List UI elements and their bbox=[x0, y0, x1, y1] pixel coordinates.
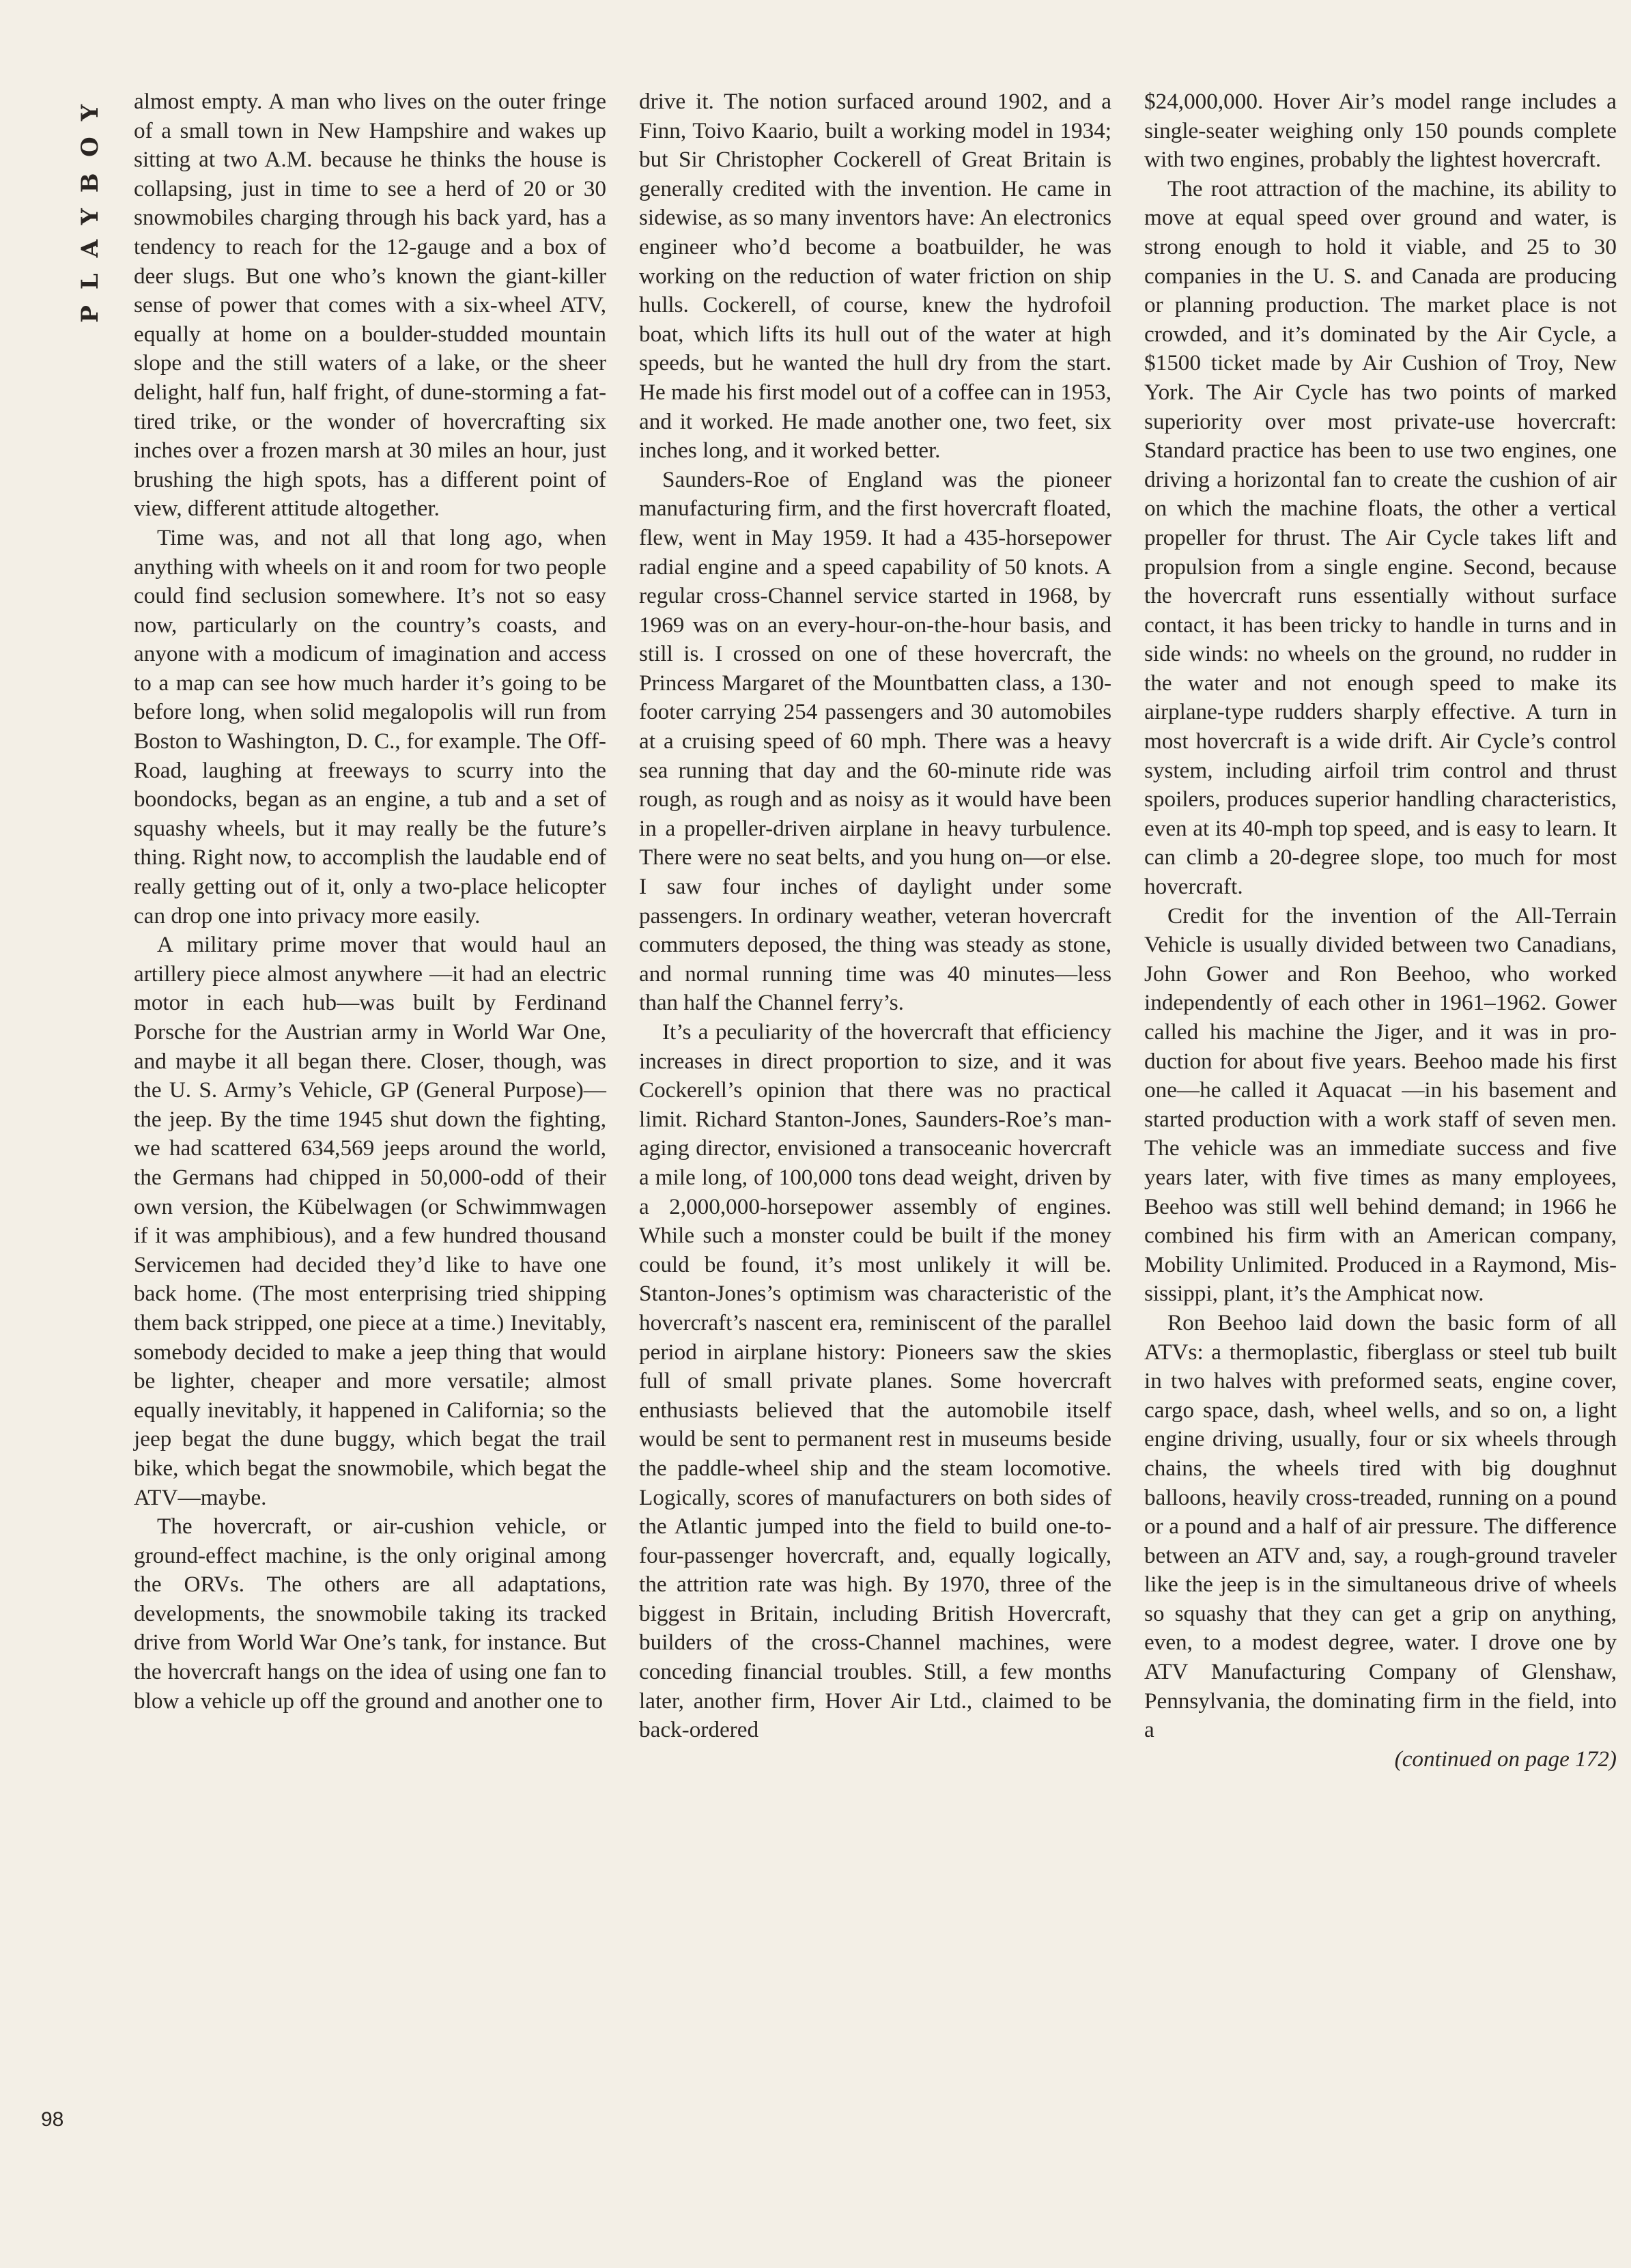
paragraph: Saunders-Roe of England was the pioneer manufacturing firm, and the first hovercraft floated, flew, went in May 1959. It had a 435-horsepower radial engine and a speed capability of 50 knots. A regular cross-Channel service started in 1968, by 1969 was on an every-hour-on-the-hour basis, and still is. I crossed on one of these hovercraft, the Princess Margaret of the Mountbatten class, a 130-footer carrying 254 passengers and 30 automobiles at a cruising speed of 60 mph. There was a heavy sea running that day and the 60-minute ride was rough, as rough and as noisy as it would have been in a propeller-driven airplane in heavy turbulence. There were no seat belts, and you hung on—or else. I saw four inches of daylight under some passengers. In ordinary weather, veteran hovercraft commuters deposed, the thing was steady as stone, and normal running time was 40 minutes—less than half the Channel ferry’s. bbox=[639, 466, 1111, 1016]
paragraph: Time was, and not all that long ago, when anything with wheels on it and room for two people could find seclusion somewhere. It’s not so easy now, particularly on the country’s coasts, and anyone with a modicum of imagination and access to a map can see how much harder it’s going to be before long, when solid megalopolis will run from Boston to Washington, D. C., for example. The Off-Road, laughing at freeways to scurry into the boondocks, began as an engine, a tub and a set of squashy wheels, but it may really be the future’s thing. Right now, to accomplish the laudable end of really getting out of it, only a two-place helicopter can drop one into privacy more easily. bbox=[134, 524, 606, 929]
paragraph: almost empty. A man who lives on the outer fringe of a small town in New Hampshire and wakes up sitting at two A.M. because he thinks the house is collapsing, just in time to see a herd of 20 or 30 snowmobiles charging through his back yard, has a tendency to reach for the 12-gauge and a box of deer slugs. But one who’s known the giant-killer sense of power that comes with a six-wheel ATV, equally at home on a boulder-studded mountain slope and the still waters of a lake, or the sheer delight, half fun, half fright, of dune-storming a fat-tired trike, or the wonder of hovercrafting six inches over a frozen marsh at 30 miles an hour, just brushing the high spots, has a different point of view, different attitude altogether. bbox=[134, 89, 606, 522]
paragraph: $24,000,000. Hover Air’s model range includes a single-seater weighing only 150 pounds complete with two engines, probably the lightest hovercraft. bbox=[1144, 89, 1617, 173]
text-column-1 bbox=[134, 87, 606, 1716]
text-column-3 bbox=[1144, 87, 1617, 1774]
paragraph: A military prime mover that would haul an artillery piece almost anywhere —it had an electric motor in each hub—was built by Ferdinand Porsche for the Austrian army in World War One, and maybe it all began there. Closer, though, was the U. S. Army’s Vehicle, GP (General Purpose)—the jeep. By the time 1945 shut down the fighting, we had scattered 634,569 jeeps around the world, the Germans had chipped in 50,000-odd of their own version, the Kübelwagen (or Schwimmwagen if it was amphibious), and a few hundred thousand Servicemen had decided they’d like to have one back home. (The most enterprising tried shipping them back stripped, one piece at a time.) Inevitably, somebody decided to make a jeep thing that would be lighter, cheaper and more versatile; almost equally inevitably, it happened in California; so the jeep begat the dune buggy, which begat the trail bike, which begat the snowmobile, which begat the ATV—maybe. bbox=[134, 932, 606, 1510]
paragraph: The root attraction of the machine, its ability to move at equal speed over ground and water, is strong enough to hold it viable, and 25 to 30 companies in the U. S. and Canada are producing or planning production. The market place is not crowded, and it’s dominated by the Air Cycle, a $1500 ticket made by Air Cushion of Troy, New York. The Air Cycle has two points of marked superiority over most private-use hovercraft: Standard practice has been to use two engines, one driving a horizontal fan to create the cushion of air on which the machine floats, the other a vertical propeller for thrust. The Air Cycle takes lift and propulsion from a single engine. Second, because the hovercraft runs essentially without surface contact, it has been tricky to handle in turns and in side winds: no wheels on the ground, no rudder in the water and not enough speed to make its airplane-type rudders sharply effective. A turn in most hovercraft is a wide drift. Air Cycle’s control system, including airfoil trim control and thrust spoilers, produces superior handling characteristics, even at its 40-mph top speed, and is easy to learn. It can climb a 20-degree slope, too much for most hovercraft. bbox=[1144, 175, 1617, 900]
text-column-2 bbox=[639, 87, 1111, 1745]
paragraph: drive it. The notion surfaced around 1902, and a Finn, Toivo Kaario, built a working model in 1934; but Sir Christopher Cockerell of Great Britain is generally credited with the invention. He came in sidewise, as so many inventors have: An electronics engineer who’d become a boatbuilder, he was working on the reduction of water friction on ship hulls. Cockerell, of course, knew the hydrofoil boat, which lifts its hull out of the water at high speeds, but he wanted the hull dry from the start. He made his first model out of a coffee can in 1953, and it worked. He made another one, two feet, six inches long, and it worked better. bbox=[639, 89, 1111, 464]
continuation-note: (continued on page 172) bbox=[1394, 1746, 1617, 1772]
magazine-masthead: PLAYBOY bbox=[76, 89, 104, 323]
paragraph: Credit for the invention of the All-Terrain Vehicle is usually divided between two Canadians, John Gower and Ron Beehoo, who worked independently of each other in 1961–1962. Gower called his machine the Jiger, and it was in production for about five years. Beehoo made his first one—he called it Aquacat —in his basement and started production with a work staff of seven men. The vehicle was an immediate success and five years later, with five times as many employees, Beehoo was still well behind demand; in 1966 he combined his firm with an American company, Mobility Unlimited. Produced in a Raymond, Mississippi, plant, it’s the Amphicat now. bbox=[1144, 903, 1617, 1307]
paragraph: Ron Beehoo laid down the basic form of all ATVs: a thermoplastic, fiberglass or steel tub built in two halves with preformed seats, engine cover, cargo space, dash, wheel wells, and so on, a light engine driving, usually, four or six wheels through chains, the wheels tired with big doughnut balloons, heavily cross-treaded, running on a pound or a pound and a half of air pressure. The difference between an ATV and, say, a rough-ground traveler like the jeep is in the simultaneous drive of wheels so squashy that they can get a grip on anything, even, to a modest degree, water. I drove one by ATV Manufacturing Company of Glenshaw, Pennsylvania, the dominating firm in the field, into a bbox=[1144, 1309, 1617, 1743]
paragraph: It’s a peculiarity of the hovercraft that efficiency increases in direct proportion to size, and it was Cockerell’s opinion that there was no practical limit. Richard Stanton-Jones, Saunders-Roe’s managing director, envisioned a transoceanic hovercraft a mile long, of 100,000 tons dead weight, driven by a 2,000,000-horsepower assembly of engines. While such a monster could be built if the money could be found, it’s most unlikely it will be. Stanton-Jones’s optimism was characteristic of the hovercraft’s nascent era, reminiscent of the parallel period in airplane history: Pioneers saw the skies full of small private planes. Some hovercraft enthusiasts believed that the automobile itself would be sent to permanent rest in museums beside the paddle-wheel ship and the steam locomotive. Logically, scores of manufacturers on both sides of the Atlantic jumped into the field to build one-to-four-passenger hovercraft, and, equally logically, the attrition rate was high. By 1970, three of the biggest in Britain, including British Hovercraft, builders of the cross-Channel machines, were conceding financial troubles. Still, a few months later, another firm, Hover Air Ltd., claimed to be back-ordered bbox=[639, 1019, 1111, 1743]
paragraph: The hovercraft, or air-cushion vehicle, or ground-effect machine, is the only original among the ORVs. The others are all adaptations, developments, the snowmobile taking its tracked drive from World War One’s tank, for instance. But the hovercraft hangs on the idea of using one fan to blow a vehicle up off the ground and another one to bbox=[134, 1514, 606, 1714]
page-number: 98 bbox=[41, 2108, 64, 2131]
